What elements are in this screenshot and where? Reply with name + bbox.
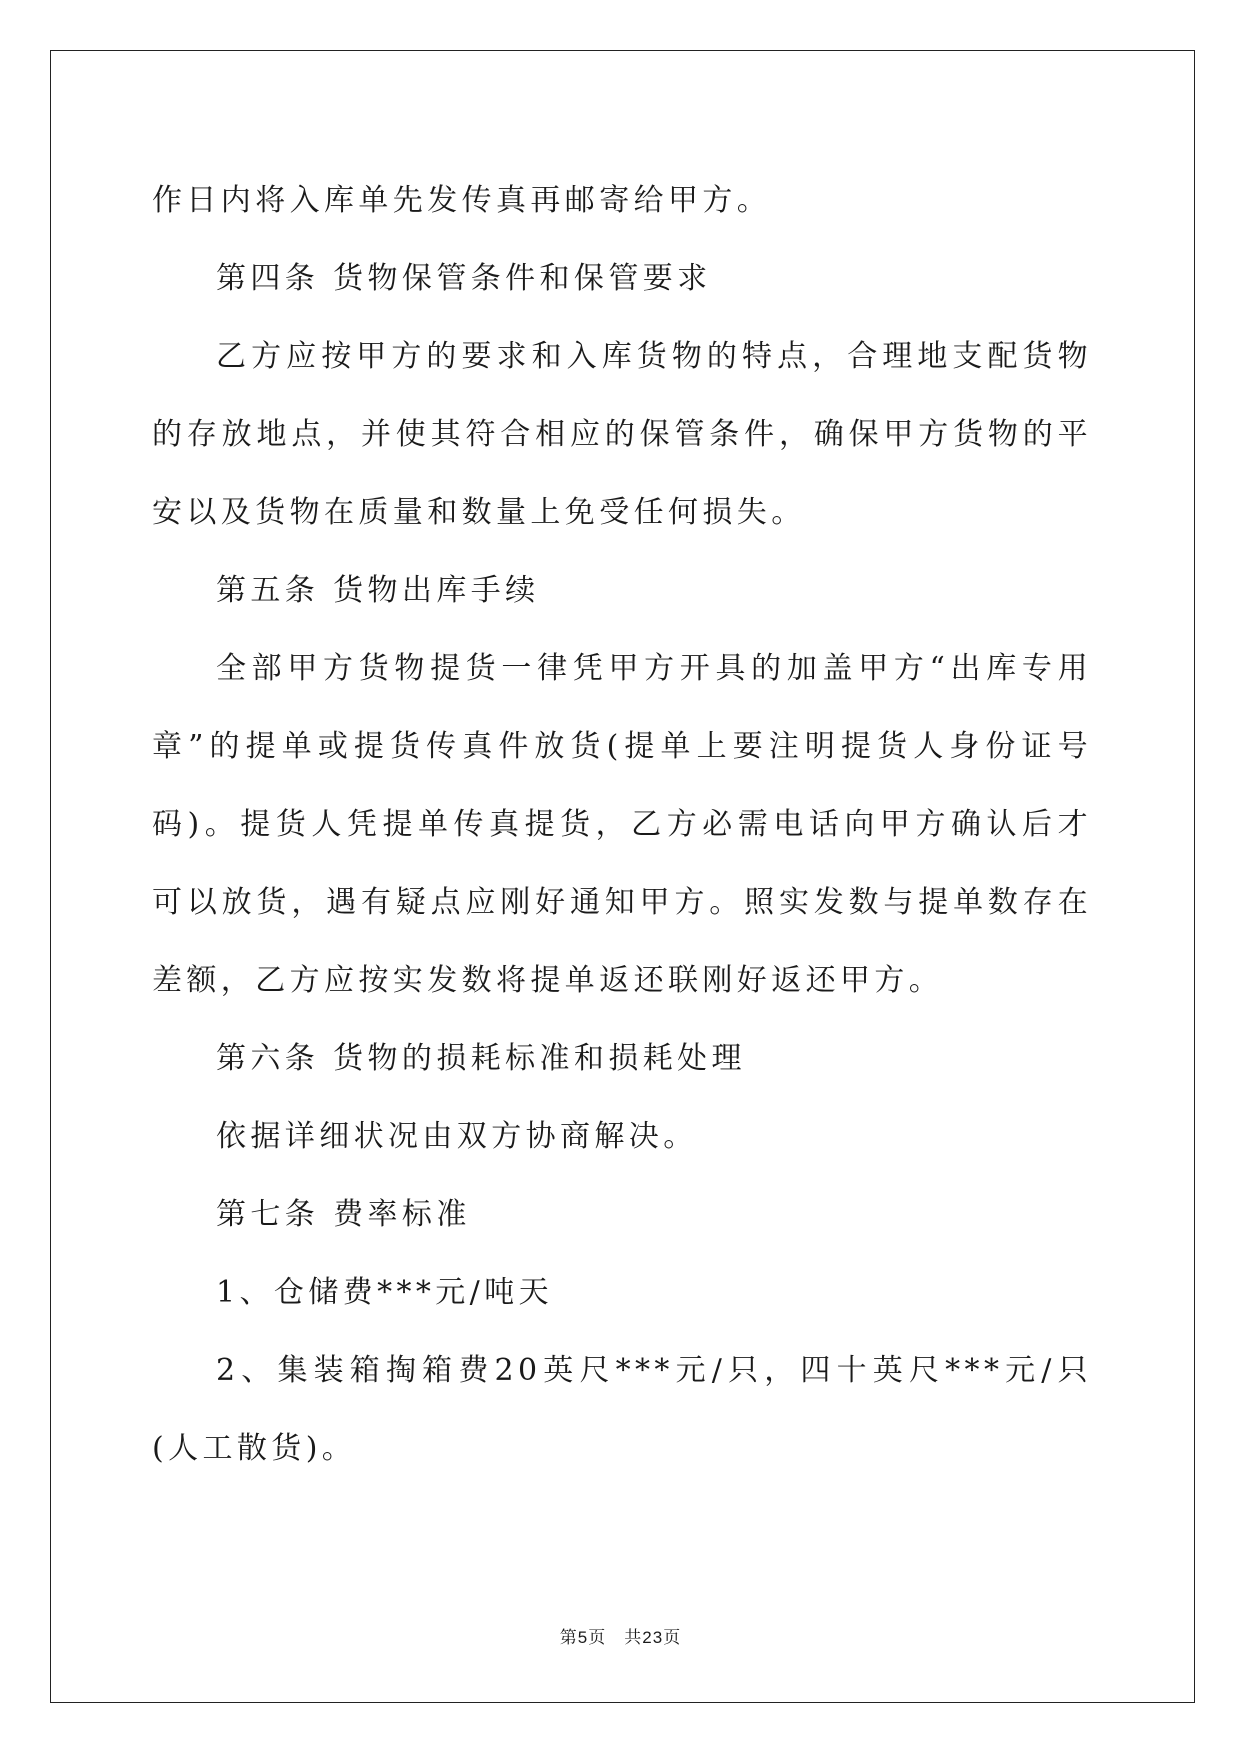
paragraph-continuation: 作日内将入库单先发传真再邮寄给甲方。	[152, 183, 772, 218]
page-prefix: 第	[559, 1628, 578, 1648]
total-prefix: 共	[624, 1628, 643, 1648]
total-pages: 23	[642, 1628, 664, 1647]
fee-item-1: 1、仓储费***元/吨天	[216, 1275, 553, 1310]
fee-item-2: 2、集装箱掏箱费20英尺***元/只，四十英尺***元/只(人工散货)。	[152, 1353, 1092, 1466]
document-body	[152, 162, 1092, 1488]
article-4-heading: 第四条 货物保管条件和保管要求	[216, 261, 712, 296]
article-6-heading: 第六条 货物的损耗标准和损耗处理	[216, 1041, 746, 1076]
total-suffix: 页	[663, 1628, 682, 1648]
article-5-body: 全部甲方货物提货一律凭甲方开具的加盖甲方“出库专用章”的提单或提货传真件放货(提单上要注明提货人身份证号码)。提货人凭提单传真提货，乙方必需电话向甲方确认后才可以放货，遇有疑点应刚好通知甲方。照实发数与提单数存在差额，乙方应按实发数将提单返还联刚好返还甲方。	[152, 651, 1092, 998]
article-4-body: 乙方应按甲方的要求和入库货物的特点，合理地支配货物的存放地点，并使其符合相应的保管条件，确保甲方货物的平安以及货物在质量和数量上免受任何损失。	[152, 339, 1092, 530]
page-suffix: 页	[588, 1628, 607, 1648]
article-7-heading: 第七条 费率标准	[216, 1197, 471, 1232]
page-number: 5	[577, 1628, 589, 1647]
article-5-heading: 第五条 货物出库手续	[216, 573, 540, 608]
article-6-body: 依据详细状况由双方协商解决。	[216, 1119, 698, 1154]
page-footer	[0, 1623, 1241, 1648]
